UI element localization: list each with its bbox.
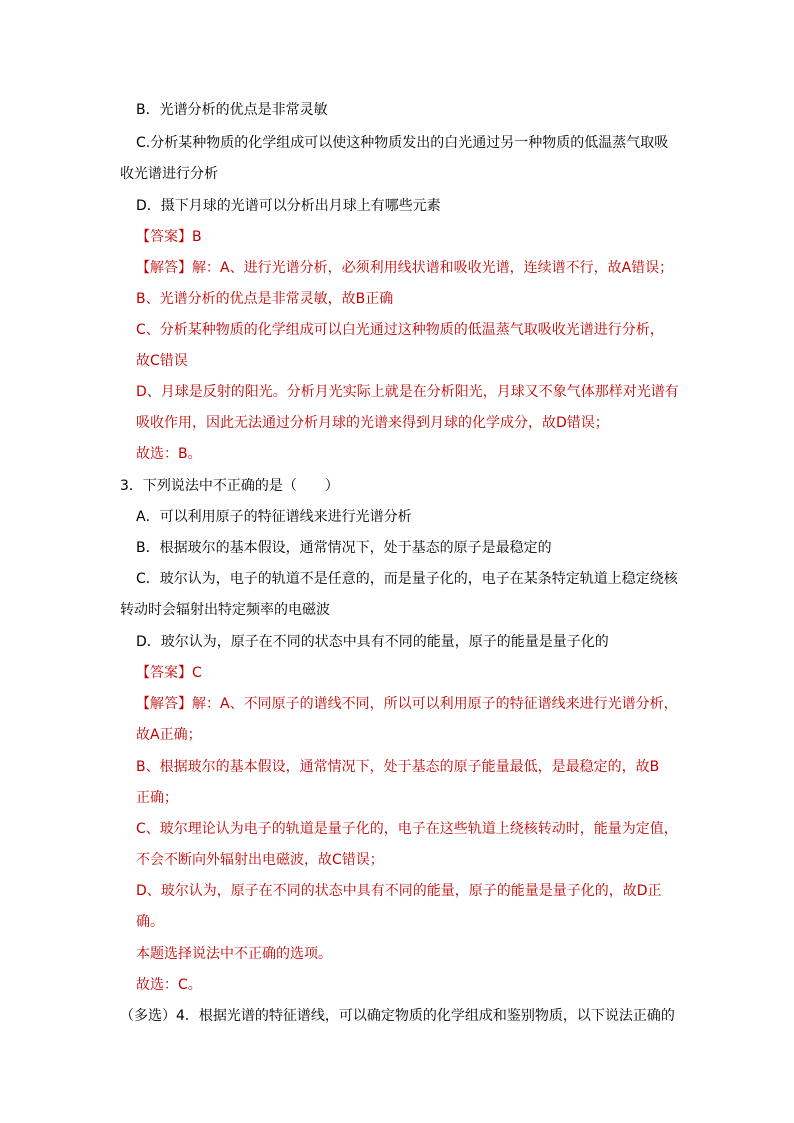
analysis-tag: 【解答】 bbox=[136, 260, 192, 276]
q3-analysis-line7: D、玻尔认为，原子在不同的状态中具有不同的能量，原子的能量是量子化的，故D正 bbox=[136, 883, 662, 899]
q2-analysis-line6: 吸收作用，因此无法通过分析月球的光谱来得到月球的化学成分，故D错误； bbox=[136, 415, 609, 431]
q3-answer bbox=[136, 663, 202, 683]
q3-analysis-line4: 正确； bbox=[136, 790, 178, 806]
q3-analysis-line3: B、根据玻尔的基本假设，通常情况下，处于基态的原子能量最低，是最稳定的，故B bbox=[136, 759, 660, 775]
answer-value: C bbox=[192, 665, 202, 681]
q3-choose: 故选：C。 bbox=[136, 977, 202, 993]
answer-value: B bbox=[192, 229, 202, 245]
answer-tag: 【答案】 bbox=[136, 229, 192, 245]
q3-option-a: A．可以利用原子的特征谱线来进行光谱分析 bbox=[136, 509, 412, 525]
q4-stem: （多选）4．根据光谱的特征谱线，可以确定物质的化学组成和鉴别物质，以下说法正确的 bbox=[120, 1008, 675, 1024]
q3-analysis-line1 bbox=[136, 694, 678, 714]
q3-option-c-line1: C．玻尔认为，电子的轨道不是任意的，而是量子化的，电子在某条特定轨道上稳定绕核 bbox=[136, 571, 678, 587]
q2-analysis-line2: B、光谱分析的优点是非常灵敏，故B正确 bbox=[136, 291, 394, 307]
q3-analysis-line6: 不会不断向外辐射出电磁波，故C错误； bbox=[136, 852, 384, 868]
q2-answer bbox=[136, 227, 202, 247]
q2-option-b: B．光谱分析的优点是非常灵敏 bbox=[136, 102, 328, 118]
q2-choose: 故选：B。 bbox=[136, 446, 202, 462]
q3-option-d: D．玻尔认为，原子在不同的状态中具有不同的能量，原子的能量是量子化的 bbox=[136, 634, 609, 650]
q2-analysis-line1 bbox=[136, 258, 673, 278]
analysis-text: 解：A、进行光谱分析，必须利用线状谱和吸收光谱，连续谱不行，故A错误； bbox=[192, 260, 674, 276]
q3-analysis-line5: C、玻尔理论认为电子的轨道是量子化的，电子在这些轨道上绕核转动时，能量为定值， bbox=[136, 821, 678, 837]
q2-option-d: D．摄下月球的光谱可以分析出月球上有哪些元素 bbox=[136, 198, 441, 214]
q3-option-c-line2: 转动时会辐射出特定频率的电磁波 bbox=[120, 602, 330, 618]
answer-tag: 【答案】 bbox=[136, 665, 192, 681]
q2-analysis-line4: 故C错误 bbox=[136, 353, 188, 369]
q3-option-b: B．根据玻尔的基本假设，通常情况下，处于基态的原子是最稳定的 bbox=[136, 540, 552, 556]
q3-stem: 3．下列说法中不正确的是（ ） bbox=[120, 478, 339, 494]
q3-analysis-line2: 故A正确； bbox=[136, 727, 202, 743]
q2-option-c-line1: C.分析某种物质的化学组成可以使这种物质发出的白光通过另一种物质的低温蒸气取吸 bbox=[136, 135, 669, 151]
analysis-tag: 【解答】 bbox=[136, 696, 192, 712]
q2-analysis-line3: C、分析某种物质的化学组成可以白光通过这种物质的低温蒸气取吸收光谱进行分析， bbox=[136, 322, 664, 338]
q2-option-c-line2: 收光谱进行分析 bbox=[120, 166, 218, 182]
q2-analysis-line5: D、月球是反射的阳光。分析月光实际上就是在分析阳光，月球又不象气体那样对光谱有 bbox=[136, 384, 679, 400]
q3-analysis-line8: 确。 bbox=[136, 914, 164, 930]
analysis-text: 解：A、不同原子的谱线不同，所以可以利用原子的特征谱线来进行光谱分析， bbox=[192, 696, 678, 712]
q3-summary: 本题选择说法中不正确的选项。 bbox=[136, 946, 332, 962]
